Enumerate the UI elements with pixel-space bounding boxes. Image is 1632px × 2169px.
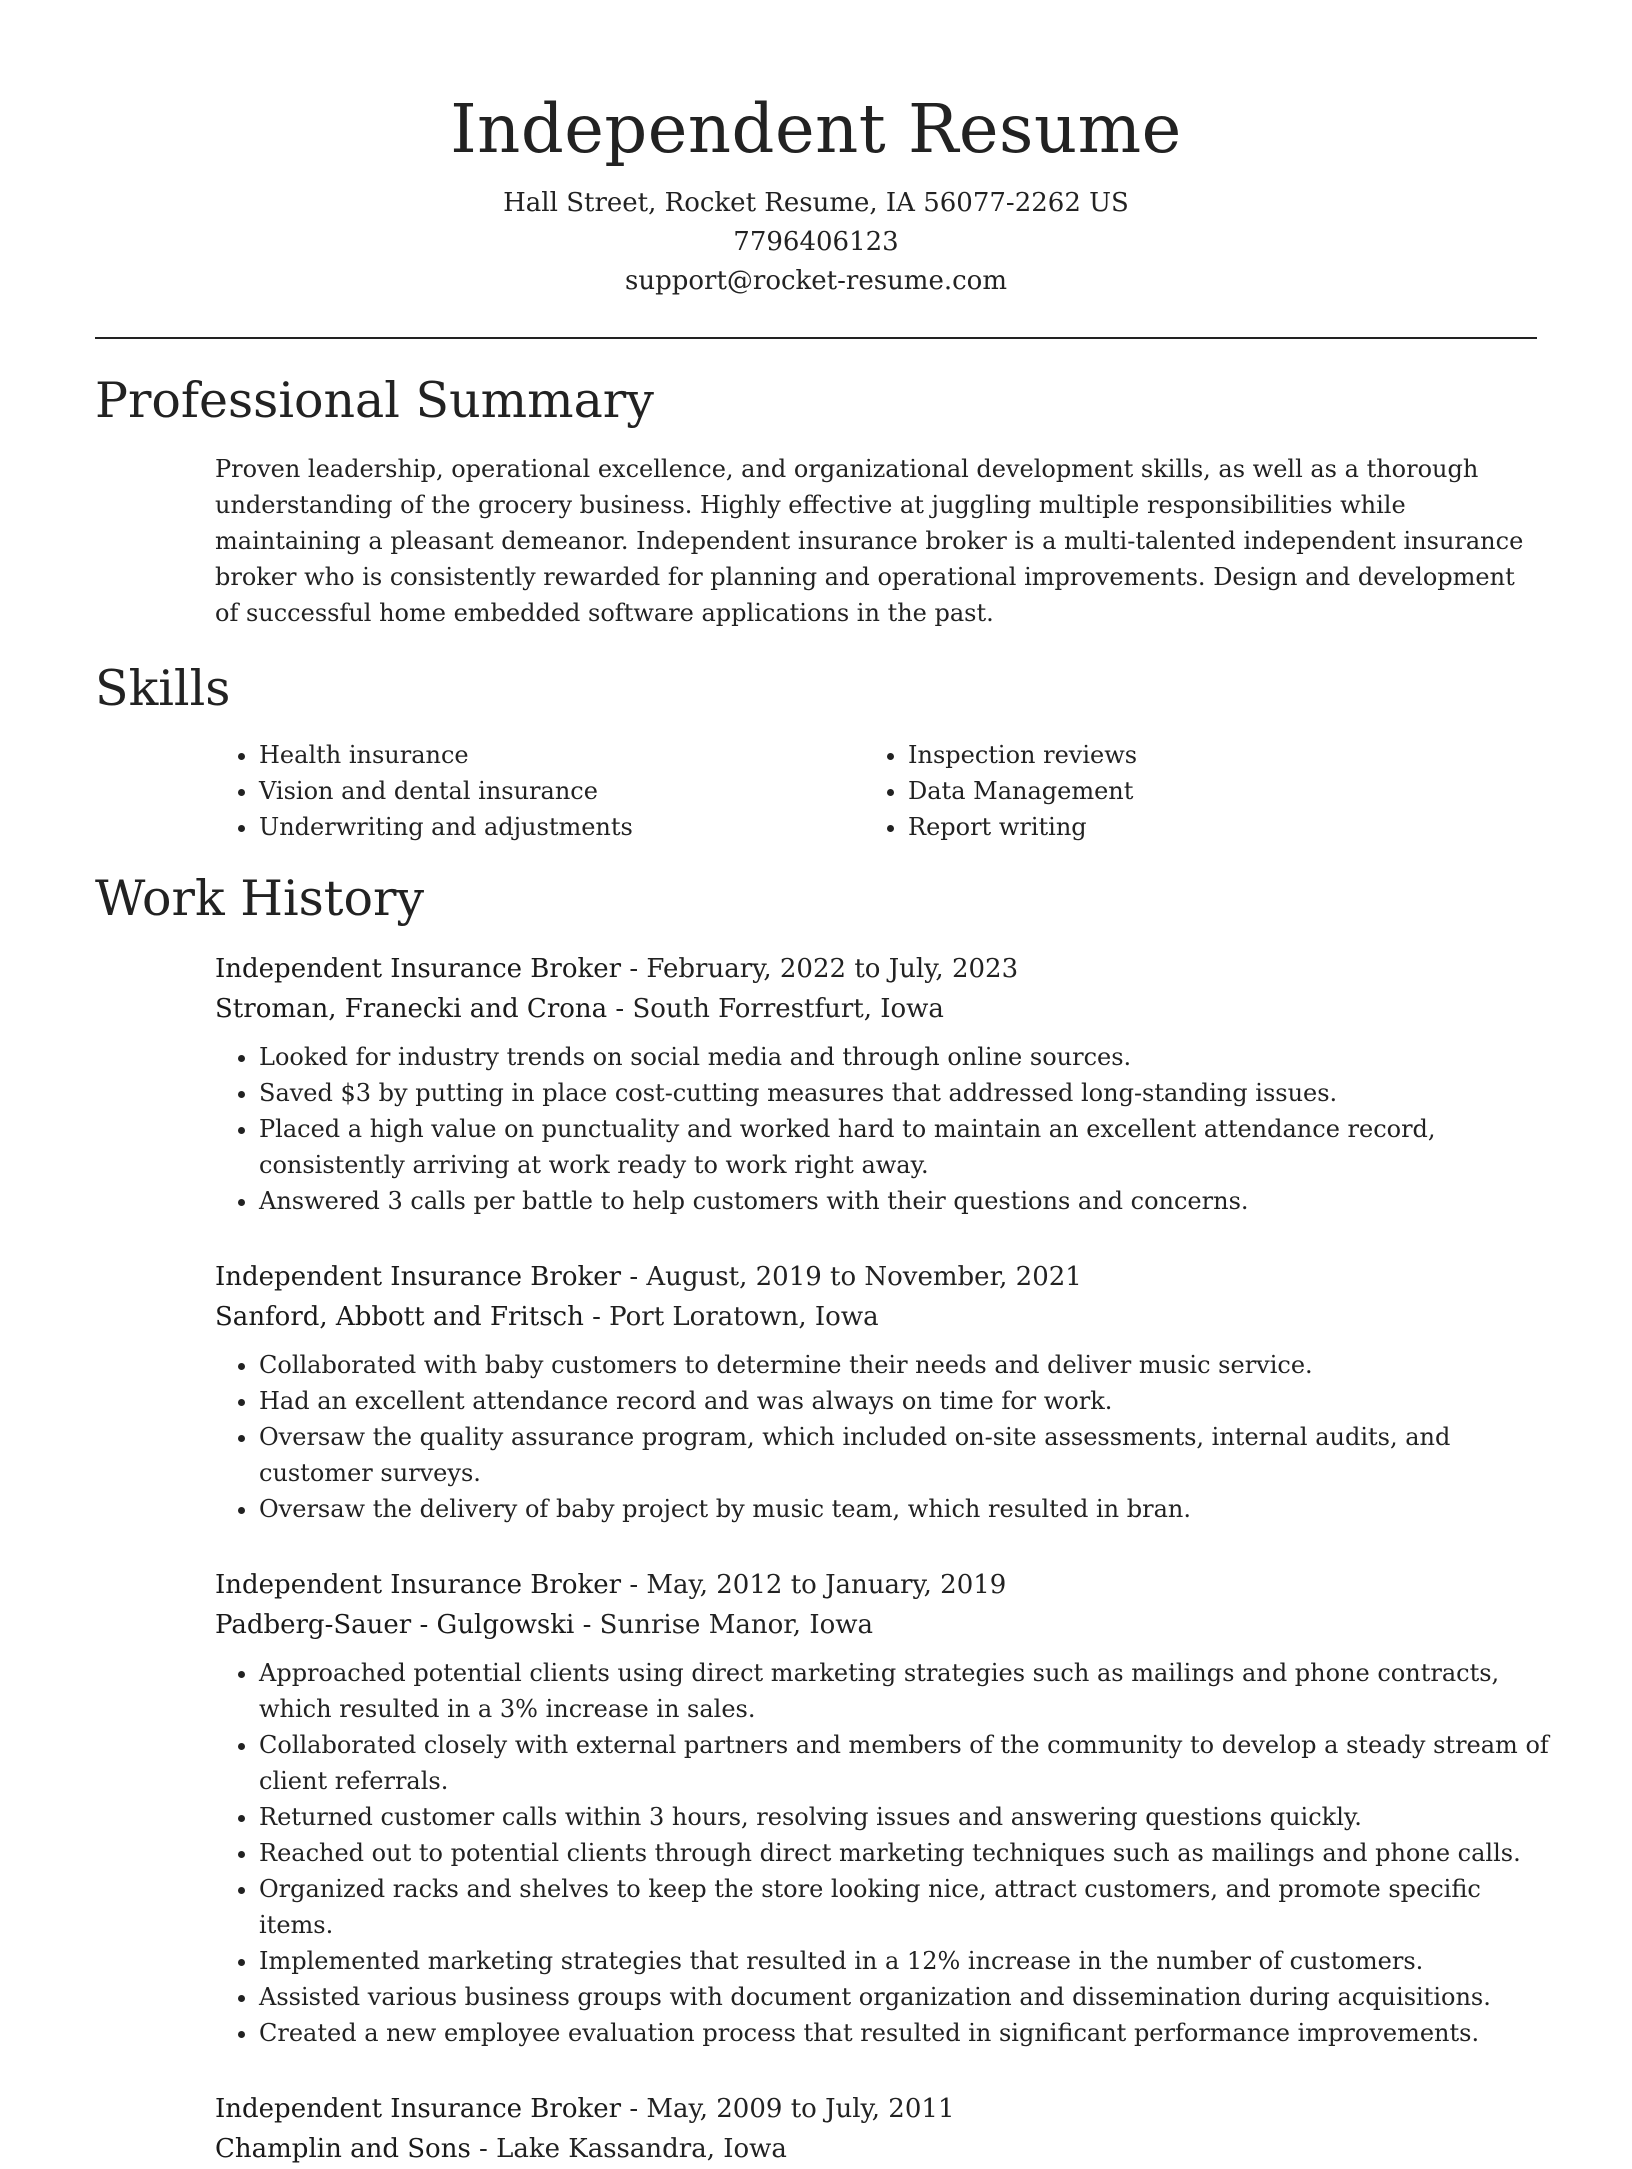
duty-item: • Collaborated with baby customers to determine their needs and deliver music service. [259,1347,1549,1383]
skill-item: • Report writing [908,809,1513,845]
job-title: Independent Insurance Broker [215,2094,622,2124]
job-location: - Sunrise Manor, Iowa [574,1610,874,1640]
duty-item: • Had an excellent attendance record and was always on time for work. [259,1383,1549,1419]
work-history-section [95,867,1549,2169]
address: Hall Street, Rocket Resume, IA 56077-2262 US [503,188,1129,218]
duty-item: • Saved $3 by putting in place cost-cutting measures that addressed long-standing issues. [259,1075,1549,1111]
job-duties [215,1039,1549,1219]
duty-item: • Organized racks and shelves to keep the store looking nice, attract customers, and promote specific items. [259,1871,1549,1943]
job-entry [215,2089,1537,2169]
duty-item: • Looked for industry trends on social media and through online sources. [259,1039,1549,1075]
duty-item: • Oversaw the quality assurance program, which included on-site assessments, internal audits, and customer surveys. [259,1419,1549,1491]
phone: 7796406123 [733,227,899,257]
skill-item: • Underwriting and adjustments [259,809,864,845]
duty-item: • Collaborated closely with external partners and members of the community to develop a steady stream of client referrals. [259,1727,1549,1799]
summary-text: Proven leadership, operational excellence, and organizational development skills, as well as a thorough understanding of the grocery business. Highly effective at juggling multiple responsibilities while maintaining a pleasant demeanor. Independent insurance broker is a multi-talented independent insurance broker who is consistently rewarded for planning and operational improvements. Design and development of successful home embedded software applications in the past. [215,455,1524,627]
job-title-line [215,2089,1537,2129]
job-title: Independent Insurance Broker [215,1262,622,1292]
job-company-line [215,989,1537,1029]
duty-item: • Created a new employee evaluation process that resulted in significant performance improvements. [259,2015,1549,2051]
job-dates: - February, 2022 to July, 2023 [621,954,1019,984]
company-name: Sanford, Abbott and Fritsch [215,1302,584,1332]
job-title-line [215,949,1537,989]
summary-section [95,369,1537,631]
job-entry [215,949,1537,1219]
job-title-line [215,1257,1537,1297]
job-dates: - May, 2009 to July, 2011 [621,2094,955,2124]
job-duties [215,1347,1549,1527]
skills-list [215,737,1537,845]
candidate-name: Independent Resume [450,90,1182,168]
skill-item: • Inspection reviews [908,737,1513,773]
skill-item: • Data Management [908,773,1513,809]
duty-item: • Returned customer calls within 3 hours, resolving issues and answering questions quickly. [259,1799,1549,1835]
job-entry [215,1257,1537,1527]
duty-item: • Assisted various business groups with document organization and dissemination during acquisitions. [259,1979,1549,2015]
duty-item: • Implemented marketing strategies that resulted in a 12% increase in the number of customers. [259,1943,1549,1979]
header-divider [95,337,1537,339]
job-company-line [215,2129,1537,2169]
duty-item: • Approached potential clients using direct marketing strategies such as mailings and phone contracts, which resulted in a 3% increase in sales. [259,1655,1549,1727]
skill-item: • Health insurance [259,737,864,773]
job-title-line [215,1565,1537,1605]
job-location: - Port Loratown, Iowa [583,1302,879,1332]
job-dates: - August, 2019 to November, 2021 [621,1262,1082,1292]
job-company-line [215,1605,1537,1645]
duty-item: • Reached out to potential clients through direct marketing techniques such as mailings and phone calls. [259,1835,1549,1871]
job-duties [215,1655,1549,2051]
skills-column-left [215,737,864,845]
job-location: - South Forrestfurt, Iowa [607,994,944,1024]
work-history-heading: Work History [95,870,425,927]
company-name: Stroman, Franecki and Crona [215,994,608,1024]
company-name: Padberg-Sauer - Gulgowski [215,1610,575,1640]
skill-item: • Vision and dental insurance [259,773,864,809]
job-location: - Lake Kassandra, Iowa [470,2134,787,2164]
job-title: Independent Insurance Broker [215,954,622,984]
resume-header [95,0,1537,301]
skills-heading: Skills [95,660,231,717]
duty-item: • Oversaw the delivery of baby project by music team, which resulted in bran. [259,1491,1549,1527]
job-entry [215,1565,1549,2051]
summary-heading: Professional Summary [95,372,654,429]
duty-item: • Answered 3 calls per battle to help customers with their questions and concerns. [259,1183,1549,1219]
job-dates: - May, 2012 to January, 2019 [621,1570,1007,1600]
company-name: Champlin and Sons [215,2134,471,2164]
contact-block [95,184,1537,301]
skills-section [95,657,1537,845]
job-company-line [215,1297,1537,1337]
duty-item: • Placed a high value on punctuality and worked hard to maintain an excellent attendance record, consistently arriving at work ready to work right away. [259,1111,1549,1183]
skills-column-right [864,737,1513,845]
job-title: Independent Insurance Broker [215,1570,622,1600]
email: support@rocket-resume.com [624,266,1007,296]
